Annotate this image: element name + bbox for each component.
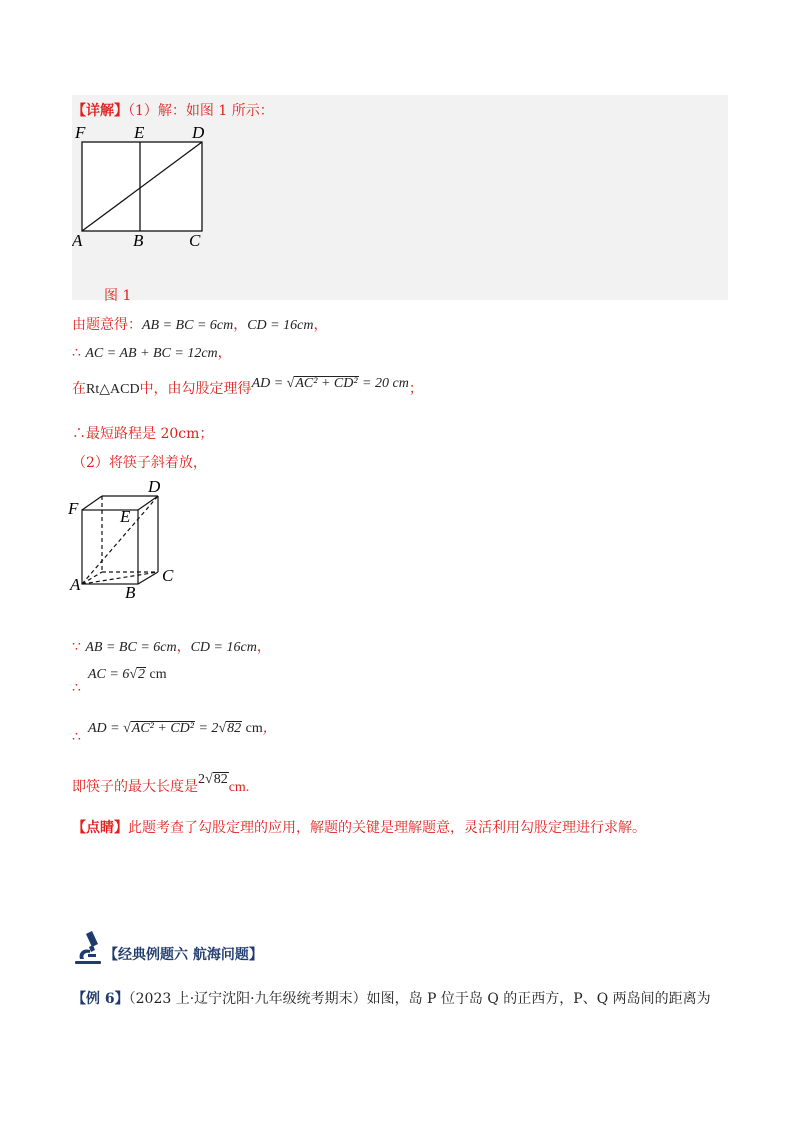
comment-line [72, 817, 646, 837]
part2-line3-unit: cm [242, 721, 263, 736]
section-title: 【经典例题六 航海问题】 [104, 947, 263, 963]
fig2-diagonal-ac [82, 572, 158, 584]
part2-line3-radicand: AC² + CD² [131, 721, 194, 736]
part2-line3-radicand2: 82 [227, 721, 242, 736]
part2-line2: AC = 6√2 cm [88, 667, 167, 682]
part1-line1 [72, 314, 327, 334]
part2-line4-radicand: 82 [213, 772, 228, 787]
part2-line2-unit: cm [146, 667, 167, 682]
part2-line1-end: ， [256, 639, 271, 655]
fig1-label-b: B [133, 231, 144, 250]
part2-line1-math: AB = BC = 6cm [85, 640, 177, 655]
part1-line3-radicand: AC² + CD² [295, 376, 358, 391]
fig1-caption: 图 1 [104, 288, 132, 304]
part1-line1-math2: CD = 16cm [247, 318, 314, 333]
fig1-label-f: F [75, 123, 86, 142]
part1-line3-end: ； [408, 381, 423, 397]
fig1-label-d: D [192, 123, 205, 142]
example-text: （2023 上·辽宁沈阳·九年级统考期末）如图，岛 P 位于岛 Q 的正西方，P、Q 两岛间的距离为 [128, 991, 711, 1007]
figure-2 [68, 476, 178, 600]
part2-line4-value: 2√82 [198, 772, 228, 787]
part2-line4-coef: 2 [198, 772, 205, 787]
part2-line1-sep: ， [176, 639, 191, 655]
part1-line1-end: ， [313, 317, 328, 333]
fig1-label-c: C [189, 231, 201, 250]
part2-line4 [72, 772, 250, 796]
part2-line2-radicand: 2 [138, 667, 146, 682]
example-tag: 【例 6】 [72, 991, 129, 1007]
fig2-label-e: E [120, 507, 131, 526]
fig2-label-c: C [162, 566, 174, 585]
because-symbol: ∵ [72, 639, 81, 655]
part1-line4: ∴最短路程是 20cm； [72, 426, 214, 442]
comment-tag: 【点睛】 [72, 820, 128, 836]
part1-line3-mid: 中，由勾股定理得 [139, 381, 252, 397]
part2-line4-prefix: 即筷子的最大长度是 [72, 779, 198, 795]
part2-intro: （2）将筷子斜着放， [72, 455, 207, 471]
part1-line3-prefix: 在 [72, 381, 86, 397]
part1-line3-lhs: AD = [251, 376, 287, 391]
fig2-label-d: D [148, 477, 161, 496]
part1-line2 [72, 342, 232, 362]
part1-line3-triangle: Rt△ACD [86, 382, 140, 397]
part1-line3 [72, 378, 423, 398]
fig2-label-b: B [125, 583, 136, 600]
part1-line1-math: AB = BC = 6cm [142, 318, 234, 333]
fig2-label-f: F [68, 499, 79, 518]
part1-line2-end: ， [217, 345, 232, 361]
part2-line3-lhs: AD = [88, 721, 124, 736]
part2-line3-end: ， [262, 721, 277, 736]
part2-line3-mid: = 2 [194, 721, 219, 736]
figure-1 [72, 120, 212, 252]
part2-line1-math2: CD = 16cm [190, 640, 257, 655]
microscope-icon [72, 928, 104, 966]
part2-line1 [72, 636, 271, 656]
therefore-symbol: ∴ [72, 345, 81, 361]
part2-line3: AD = √AC² + CD² = 2√82 cm， [88, 721, 277, 736]
fig1-label-e: E [134, 123, 145, 142]
example-line [72, 988, 711, 1008]
part1-line3-formula: AD = √AC² + CD² = 20 cm [251, 376, 409, 391]
part1-line1-sep: ， [233, 317, 248, 333]
therefore-3: ∴ [72, 729, 81, 745]
detail-tag: 【详解】 [72, 103, 128, 119]
part2-line4-unit: cm. [228, 780, 250, 795]
part1-line1-prefix: 由题意得： [72, 317, 142, 333]
comment-text: 此题考查了勾股定理的应用，解题的关键是理解题意，灵活利用勾股定理进行求解。 [128, 820, 646, 836]
therefore-2: ∴ [72, 680, 81, 696]
detail-heading [72, 100, 274, 120]
part2-line2-lhs: AC = 6 [88, 667, 130, 682]
fig1-label-a: A [72, 231, 83, 250]
part1-line3-rhs: = 20 cm [358, 376, 409, 391]
detail-intro: （1）解：如图 1 所示： [128, 103, 274, 119]
part1-line2-math: AC = AB + BC = 12cm [85, 346, 218, 361]
fig2-label-a: A [70, 575, 81, 594]
